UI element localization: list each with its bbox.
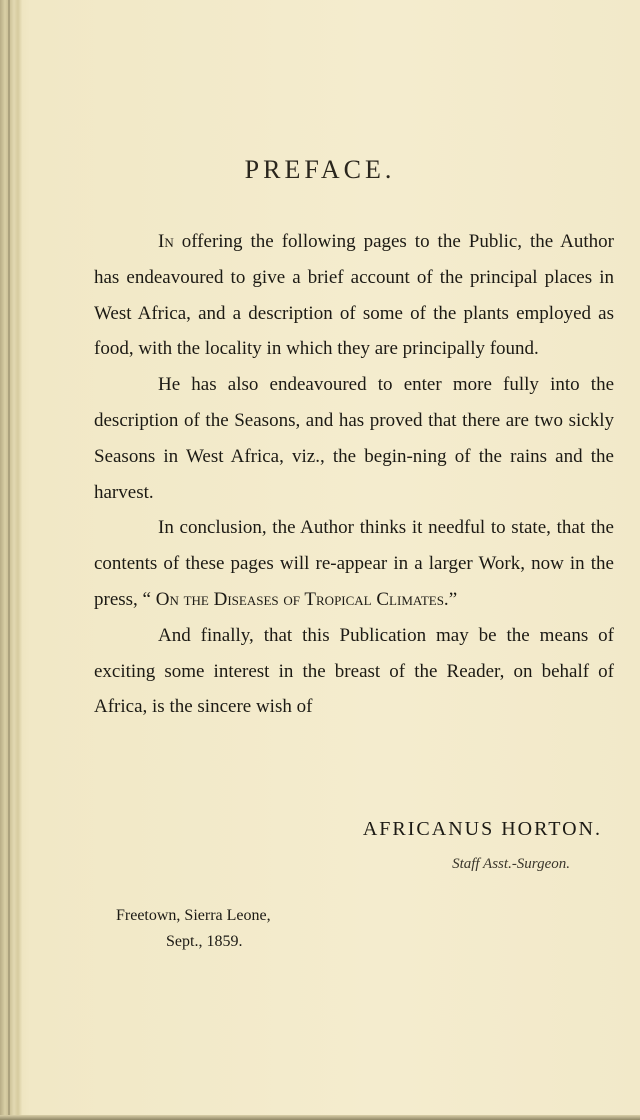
page-title: PREFACE. <box>244 155 396 184</box>
author-signature: AFRICANUS HORTON. <box>362 818 602 840</box>
paragraph-1-lead: In <box>158 231 174 252</box>
place-and-date <box>116 903 271 955</box>
paragraph-3-text-after: ” <box>448 588 458 610</box>
paragraph-1-text: offering the following pages to the Public, the Author has endeavoured to give a brief account of the principal places in West Africa, and a description of some of the plants employed as food, with the locality in which they are principally found. <box>94 231 614 360</box>
author-title: Staff Asst.-Surgeon. <box>452 856 570 872</box>
paragraph-3-text-before: In conclusion, the Author thinks it needful to state, that the contents of these pages will re-appear in a larger Work, now in the press, “ <box>94 517 614 610</box>
paragraph-3 <box>94 510 614 617</box>
paragraph-2: He has also endeavoured to enter more fully into the description of the Seasons, and has proved that there are two sickly Seasons in West Africa, viz., the begin-ning of the rains and the harvest. <box>94 374 614 503</box>
paragraph-4: And finally, that this Publication may be the means of exciting some interest in the breast of the Reader, on behalf of Africa, is the sincere wish of <box>94 624 614 718</box>
paragraph-1 <box>94 224 614 367</box>
book-title-reference: On the Diseases of Tropical Climates. <box>155 588 449 610</box>
preface-body <box>94 224 614 725</box>
place: Freetown, Sierra Leone, <box>116 907 271 924</box>
date: Sept., 1859. <box>166 933 243 950</box>
page-bottom-edge <box>0 1115 640 1120</box>
